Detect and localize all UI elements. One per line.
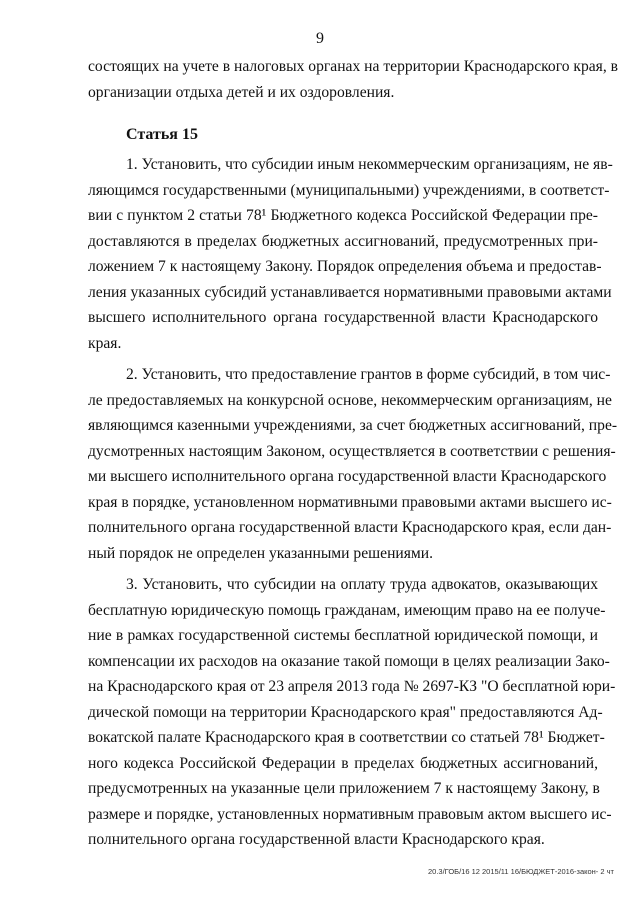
text-line: вокатской палате Краснодарского края в соответствии со статьей 78¹ Бюджет-	[88, 729, 605, 746]
text-line: предусмотренных на указанные цели приложением 7 к настоящему Закону, в	[88, 780, 600, 797]
text-line: на Краснодарского края от 23 апреля 2013 года № 2697-КЗ "О бесплатной юри-	[88, 678, 616, 695]
text-line: ляющимся государственными (муниципальными) учреждениями, в соответст-	[88, 181, 610, 199]
text-line: дусмотренных настоящим Законом, осуществляется в соответствии с решения-	[88, 442, 616, 460]
text-line: ложением 7 к настоящему Закону. Порядок определения объема и предостав-	[88, 258, 602, 275]
text-line: ного кодекса Российской Федерации в пределах бюджетных ассигнований,	[88, 754, 598, 772]
text-line: края.	[88, 334, 122, 352]
text-line: высшего исполнительного органа государственной власти Краснодарского	[88, 309, 598, 326]
paragraph-1	[88, 152, 613, 356]
text-line: ние в рамках государственной системы бесплатной юридической помощи, и	[88, 627, 598, 644]
text-line: бесплатную юридическую помощь гражданам, имеющим право на ее получе-	[88, 601, 606, 619]
page-number: 9	[316, 30, 324, 47]
intro-text	[88, 54, 619, 105]
text-line: организации отдыха детей и их оздоровления.	[88, 83, 395, 101]
paragraph-2	[88, 362, 618, 566]
text-line: ми высшего исполнительного органа государственной власти Краснодарского	[88, 468, 607, 485]
text-line: 2. Установить, что предоставление грантов в форме субсидий, в том чис-	[126, 366, 611, 383]
footer-reference: 20.3/ГОБ/16 12 2015/11 16/БЮДЖЕТ-2016-закон- 2 чт	[428, 867, 614, 876]
text-line: дической помощи на территории Краснодарского края" предоставляются Ад-	[88, 703, 603, 721]
text-line: вии с пунктом 2 статьи 78¹ Бюджетного кодекса Российской Федерации пре-	[88, 207, 598, 224]
text-line: состоящих на учете в налоговых органах на территории Краснодарского края, в	[88, 58, 619, 75]
text-line: являющимся казенными учреждениями, за счет бюджетных ассигнований, пре-	[88, 417, 618, 434]
text-line: края в порядке, установленном нормативными правовыми актами высшего ис-	[88, 493, 612, 511]
text-line: ления указанных субсидий устанавливается нормативными правовыми актами	[88, 283, 612, 301]
text-line: компенсации их расходов на оказание такой помощи в целях реализации Зако-	[88, 652, 610, 670]
text-line: полнительного органа государственной власти Краснодарского края.	[88, 831, 545, 848]
text-line: ный порядок не определен указанными решениями.	[88, 544, 434, 562]
article-title: Статья 15	[126, 126, 198, 143]
text-line: 1. Установить, что субсидии иным некоммерческим организациям, не яв-	[126, 156, 613, 173]
text-line: полнительного органа государственной власти Краснодарского края, если дан-	[88, 519, 612, 536]
text-line: 3. Установить, что субсидии на оплату труда адвокатов, оказывающих	[126, 576, 598, 593]
text-line: доставляются в пределах бюджетных ассигнований, предусмотренных при-	[88, 232, 598, 250]
text-line: размере и порядке, установленных нормативным правовым актом высшего ис-	[88, 805, 612, 823]
paragraph-3	[88, 572, 616, 853]
text-line: ле предоставляемых на конкурсной основе, некоммерческим организациям, не	[88, 391, 612, 409]
